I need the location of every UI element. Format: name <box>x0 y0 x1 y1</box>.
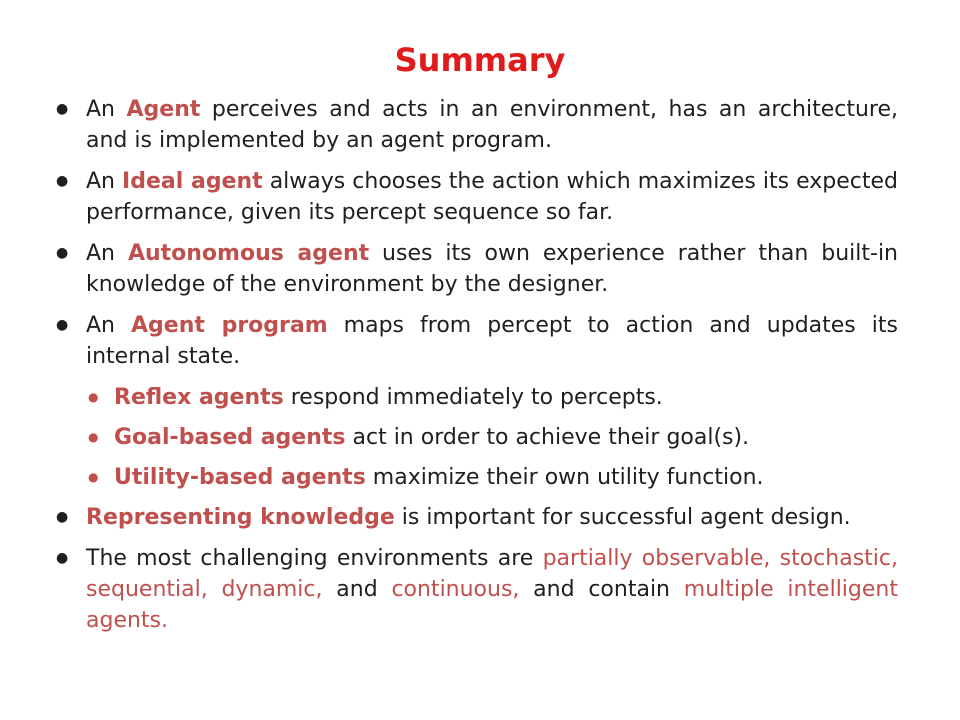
list-item-agent-program <box>0 310 960 372</box>
summary-list <box>0 94 960 646</box>
sub-item-goal-based-agents <box>0 422 960 453</box>
item-term: Ideal agent <box>122 169 263 194</box>
item-term: continuous, <box>391 577 520 602</box>
item-term: Goal-based agents <box>114 425 346 450</box>
item-term: Autonomous agent <box>127 241 370 266</box>
sub-item-utility-based-agents <box>0 462 960 493</box>
item-text: and <box>322 577 392 602</box>
list-item-environments <box>0 543 960 636</box>
list-item-representing-knowledge <box>0 502 960 533</box>
item-term: multiple intelligent agents. <box>86 577 898 633</box>
item-text: is important for successful agent design. <box>394 505 851 530</box>
item-text: maximize their own utility function. <box>365 465 764 490</box>
item-text: The most challenging environments are <box>86 546 543 571</box>
item-text: always chooses the action which maximizes its expected performance, given its percept sequence so far. <box>86 169 899 225</box>
item-text: respond immediately to percepts. <box>283 385 663 410</box>
item-term: Agent <box>126 97 201 122</box>
item-term: Utility-based agents <box>114 465 366 490</box>
item-text: An <box>86 169 123 194</box>
item-text: and contain <box>519 577 684 602</box>
item-text: An <box>86 313 132 338</box>
item-text: An <box>86 97 127 122</box>
list-item-ideal-agent <box>0 166 960 228</box>
item-text: uses its own experience rather than built-in knowledge of the environment by the designer. <box>86 241 898 297</box>
item-text: maps from percept to action and updates its internal state. <box>86 313 898 369</box>
list-item-autonomous-agent <box>0 238 960 300</box>
item-text: act in order to achieve their goal(s). <box>345 425 750 450</box>
item-term: partially observable, stochastic, sequential, dynamic, <box>86 546 898 602</box>
item-term: Reflex agents <box>114 385 284 410</box>
item-term: Representing knowledge <box>86 505 395 530</box>
item-text: perceives and acts in an environment, has an architecture, and is implemented by an agent program. <box>86 97 898 153</box>
slide-title: Summary <box>394 41 566 79</box>
sub-item-reflex-agents <box>0 382 960 413</box>
item-term: Agent program <box>131 313 328 338</box>
list-item-agent <box>0 94 960 156</box>
item-text: An <box>86 241 128 266</box>
